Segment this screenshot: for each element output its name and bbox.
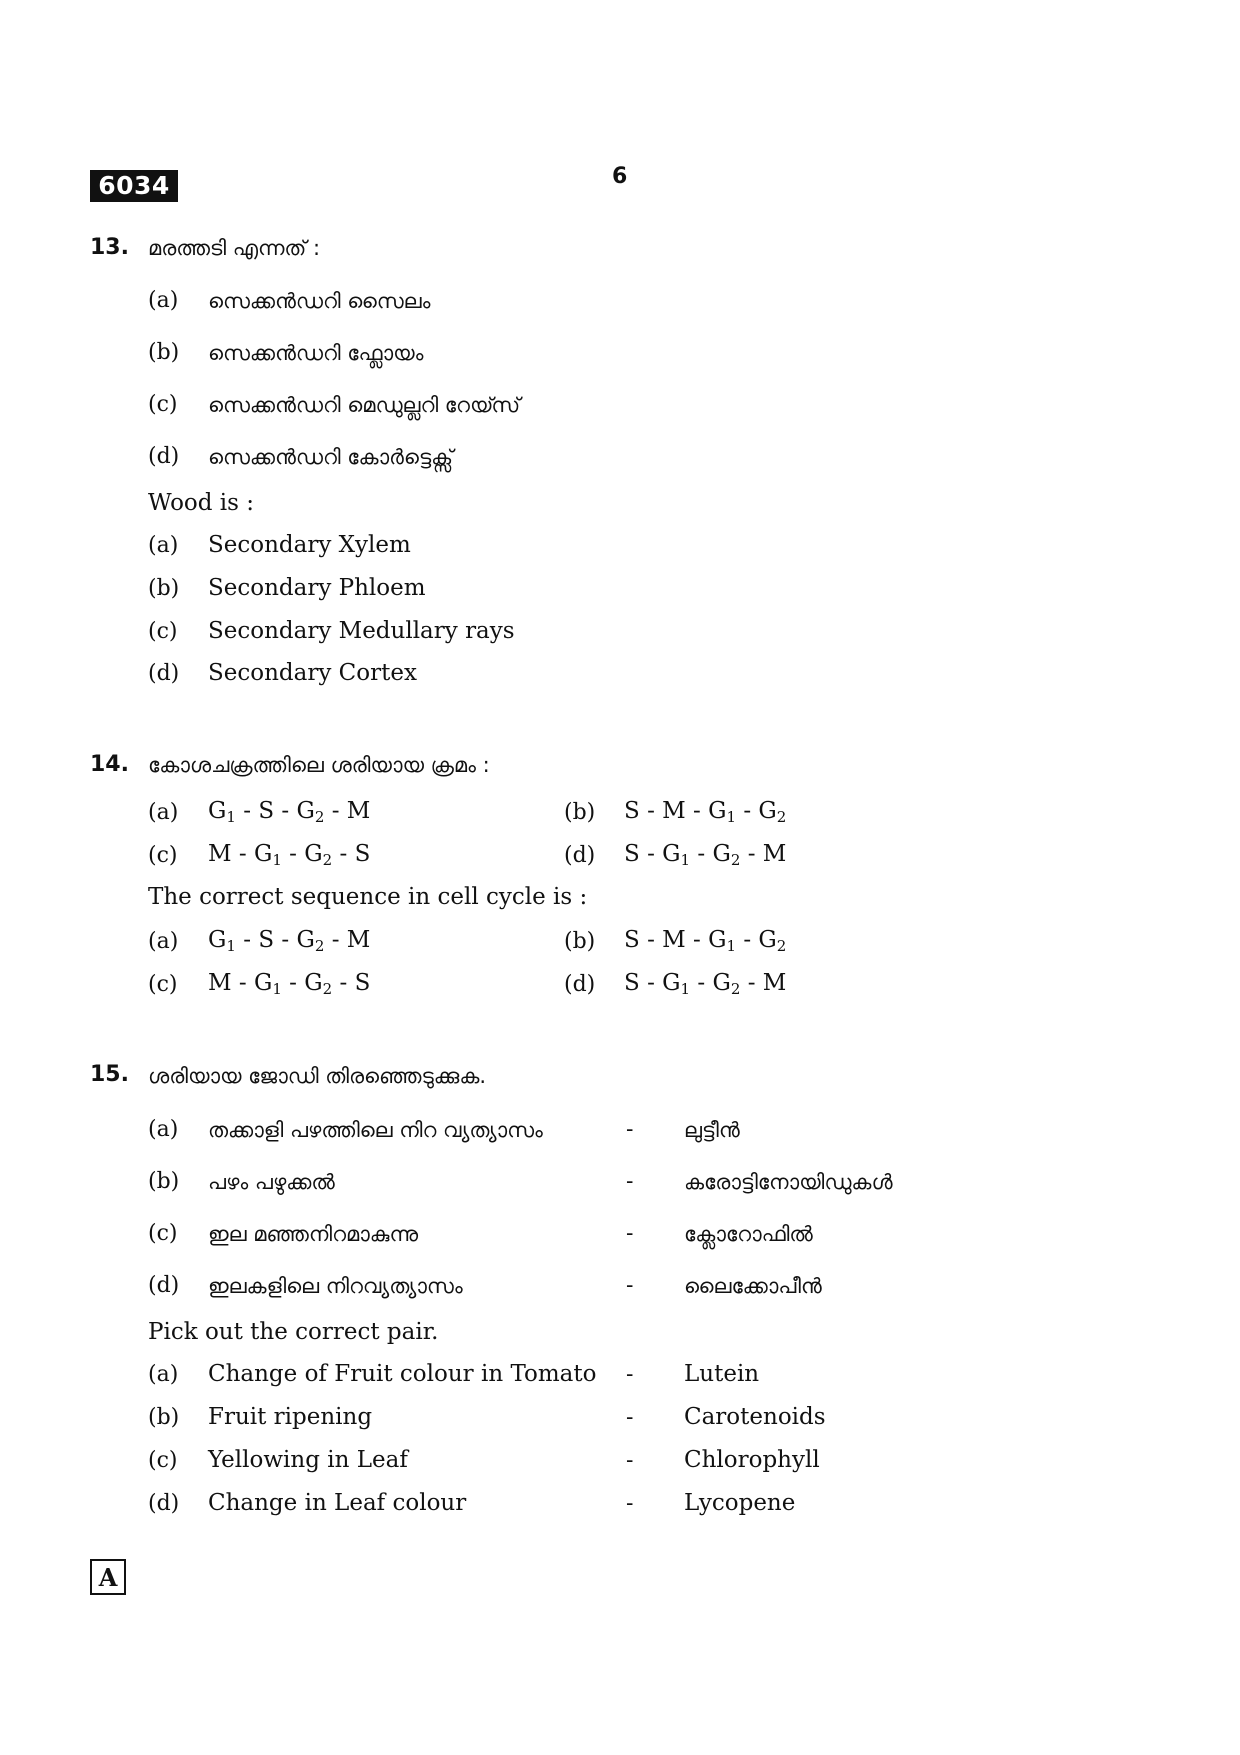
q14-ml-option-b: S - M - $G_1 - G_2$ [624,798,787,826]
option-label: (b) [148,576,180,601]
option-label: (b) [148,340,180,365]
q13-en-option-b: Secondary Phloem [208,575,426,601]
q15-ml-right-a: ലുട്ടീൻ [684,1118,740,1142]
q15-en-left-a: Change of Fruit colour in Tomato [208,1361,597,1387]
option-label: (a) [148,533,179,558]
q13-en-option-d: Secondary Cortex [208,660,417,686]
pair-dash: - [626,1448,634,1473]
q15-ml-right-c: ക്ലോറോഫിൽ [684,1222,813,1246]
option-label: (b) [564,800,596,825]
option-label: (c) [148,1448,178,1473]
option-label: (b) [564,929,596,954]
q15-en-right-a: Lutein [684,1361,760,1387]
option-label: (b) [148,1169,180,1194]
q15-en-right-c: Chlorophyll [684,1447,820,1473]
pair-dash: - [626,1273,634,1298]
q15-ml-left-a: തക്കാളി പഴത്തിലെ നിറ വ്യത്യാസം [208,1118,543,1142]
q15-ml-left-c: ഇല മഞ്ഞനിറമാകുന്നു [208,1222,419,1246]
q14-en-option-b: S - M - $G_1 - G_2$ [624,927,787,955]
option-label: (d) [148,1491,180,1516]
q14-ml-option-d: S - $G_1 - G_2$ - M [624,841,787,869]
option-label: (c) [148,619,178,644]
q13-ml-option-b: സെക്കൻഡറി ഫ്ലോയം [208,341,424,365]
q15-en-left-b: Fruit ripening [208,1404,373,1430]
option-label: (a) [148,800,179,825]
option-label: (a) [148,1362,179,1387]
option-label: (c) [148,843,178,868]
option-label: (d) [148,444,180,469]
q15-en-left-c: Yellowing in Leaf [208,1447,408,1473]
q14-ml-question: കോശചക്രത്തിലെ ശരിയായ ക്രമം : [148,753,490,777]
option-label: (c) [148,972,178,997]
pair-dash: - [626,1117,634,1142]
option-label: (a) [148,929,179,954]
pair-dash: - [626,1405,634,1430]
q15-en-question: Pick out the correct pair. [148,1319,439,1345]
q15-en-right-d: Lycopene [684,1490,796,1516]
pair-dash: - [626,1491,634,1516]
option-label: (b) [148,1405,180,1430]
pair-dash: - [626,1169,634,1194]
q15-en-right-b: Carotenoids [684,1404,826,1430]
q14-ml-option-a: $G_1$ - S - $G_2$ - M [208,798,371,826]
q14-en-option-c: M - $G_1 - G_2$ - S [208,970,371,998]
option-label: (d) [564,972,596,997]
q15-ml-question: ശരിയായ ജോഡി തിരഞ്ഞെടുക്കുക. [148,1064,487,1088]
option-label: (d) [148,1273,180,1298]
q14-ml-option-c: M - $G_1 - G_2$ - S [208,841,371,869]
q13-ml-option-a: സെക്കൻഡറി സൈലം [208,289,431,313]
option-label: (c) [148,1221,178,1246]
pair-dash: - [626,1221,634,1246]
q13-ml-option-d: സെക്കൻഡറി കോർട്ടെക്സ് [208,445,454,469]
q15-ml-right-d: ലൈക്കോപീൻ [684,1274,822,1298]
q15-ml-left-b: പഴം പഴുക്കൽ [208,1170,335,1194]
option-label: (a) [148,288,179,313]
q14-en-option-d: S - $G_1 - G_2$ - M [624,970,787,998]
option-label: (d) [564,843,596,868]
q15-en-left-d: Change in Leaf colour [208,1490,467,1516]
page-number: 6 [612,164,628,189]
question-number-15: 15. [90,1062,129,1087]
pair-dash: - [626,1362,634,1387]
q13-en-question: Wood is : [148,490,255,516]
paper-code: 6034 [90,170,178,202]
option-label: (c) [148,392,178,417]
option-label: (d) [148,661,180,686]
question-number-14: 14. [90,752,129,777]
question-number-13: 13. [90,235,129,260]
option-label: (a) [148,1117,179,1142]
q13-ml-question: മരത്തടി എന്നത് : [148,236,321,260]
q13-en-option-a: Secondary Xylem [208,532,411,558]
q13-ml-option-c: സെക്കൻഡറി മെഡുല്ലറി റേയ്സ് [208,393,521,417]
q14-en-question: The correct sequence in cell cycle is : [148,884,588,910]
q14-en-option-a: $G_1$ - S - $G_2$ - M [208,927,371,955]
q13-en-option-c: Secondary Medullary rays [208,618,515,644]
q15-ml-right-b: കരോട്ടിനോയിഡുകൾ [684,1170,893,1194]
q15-ml-left-d: ഇലകളിലെ നിറവ്യത്യാസം [208,1274,463,1298]
series-code-box: A [90,1559,126,1595]
